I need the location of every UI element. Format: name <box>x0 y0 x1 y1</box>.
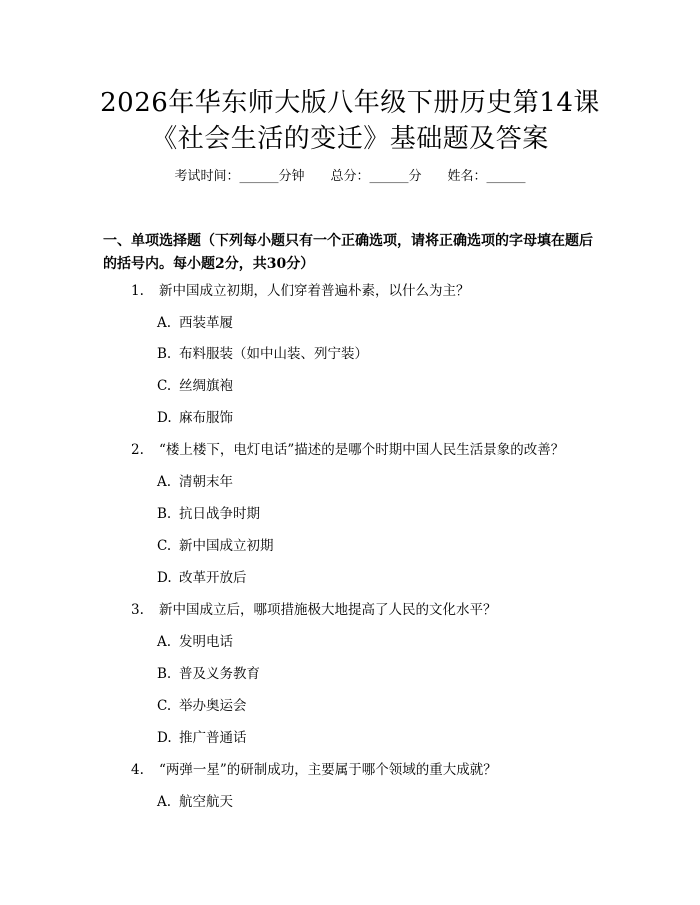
option-letter: A. <box>157 315 172 331</box>
question-number: 2. <box>131 442 144 458</box>
question-2-option-b <box>157 505 260 523</box>
question-1 <box>131 282 470 300</box>
option-text: 抗日战争时期 <box>179 506 260 522</box>
question-number: 4. <box>131 762 144 778</box>
section-heading <box>103 230 603 276</box>
option-text: 举办奥运会 <box>179 698 247 714</box>
exam-info <box>0 168 700 186</box>
question-2-option-a <box>157 473 233 491</box>
option-letter: C. <box>157 378 172 394</box>
option-text: 麻布服饰 <box>179 410 233 426</box>
option-letter: D. <box>157 410 172 426</box>
option-letter: D. <box>157 730 172 746</box>
question-4-option-a <box>157 793 233 811</box>
option-text: 西装革履 <box>179 315 233 331</box>
option-text: 新中国成立初期 <box>179 538 274 554</box>
option-letter: B. <box>157 666 172 682</box>
question-text: 新中国成立后，哪项措施极大地提高了人民的文化水平？ <box>159 602 497 618</box>
option-text: 发明电话 <box>179 634 233 650</box>
question-4 <box>131 761 497 779</box>
question-3-option-b <box>157 665 260 683</box>
option-text: 推广普通话 <box>179 730 247 746</box>
question-number: 3. <box>131 602 144 618</box>
question-2 <box>131 441 564 459</box>
option-text: 丝绸旗袍 <box>179 378 233 394</box>
option-letter: C. <box>157 698 172 714</box>
document-title-line-1: 2026年华东师大版八年级下册历史第14课 <box>100 88 600 118</box>
exam-student-name: 姓名：______ <box>447 169 526 184</box>
option-letter: C. <box>157 538 172 554</box>
option-letter: A. <box>157 474 172 490</box>
question-text: “楼上楼下，电灯电话”描述的是哪个时期中国人民生活景象的改善？ <box>159 442 565 458</box>
option-letter: D. <box>157 570 172 586</box>
option-text: 清朝末年 <box>179 474 233 490</box>
section-heading-line-2: 的括号内。每小题2分，共30分） <box>103 256 315 272</box>
question-2-option-c <box>157 537 274 555</box>
question-3-option-c <box>157 697 247 715</box>
question-1-option-a <box>157 314 233 332</box>
option-text: 航空航天 <box>179 794 233 810</box>
option-text: 普及义务教育 <box>179 666 260 682</box>
exam-total-score: 总分：______分 <box>330 169 422 184</box>
section-heading-line-1: 一、单项选择题（下列每小题只有一个正确选项，请将正确选项的字母填在题后 <box>103 233 593 249</box>
option-letter: A. <box>157 634 172 650</box>
question-2-option-d <box>157 569 247 587</box>
question-1-option-c <box>157 377 233 395</box>
question-number: 1. <box>131 283 144 299</box>
question-text: “两弹一星”的研制成功，主要属于哪个领域的重大成就？ <box>159 762 497 778</box>
option-letter: A. <box>157 794 172 810</box>
exam-time: 考试时间：______分钟 <box>174 169 305 184</box>
question-3 <box>131 601 497 619</box>
document-title-line-2: 《社会生活的变迁》基础题及答案 <box>151 124 549 154</box>
option-letter: B. <box>157 506 172 522</box>
question-text: 新中国成立初期，人们穿着普遍朴素，以什么为主？ <box>159 283 470 299</box>
question-1-option-d <box>157 409 233 427</box>
option-text: 改革开放后 <box>179 570 247 586</box>
option-text: 布料服装（如中山装、列宁装） <box>179 346 368 362</box>
question-1-option-b <box>157 345 368 363</box>
option-letter: B. <box>157 346 172 362</box>
question-3-option-d <box>157 729 247 747</box>
question-3-option-a <box>157 633 233 651</box>
